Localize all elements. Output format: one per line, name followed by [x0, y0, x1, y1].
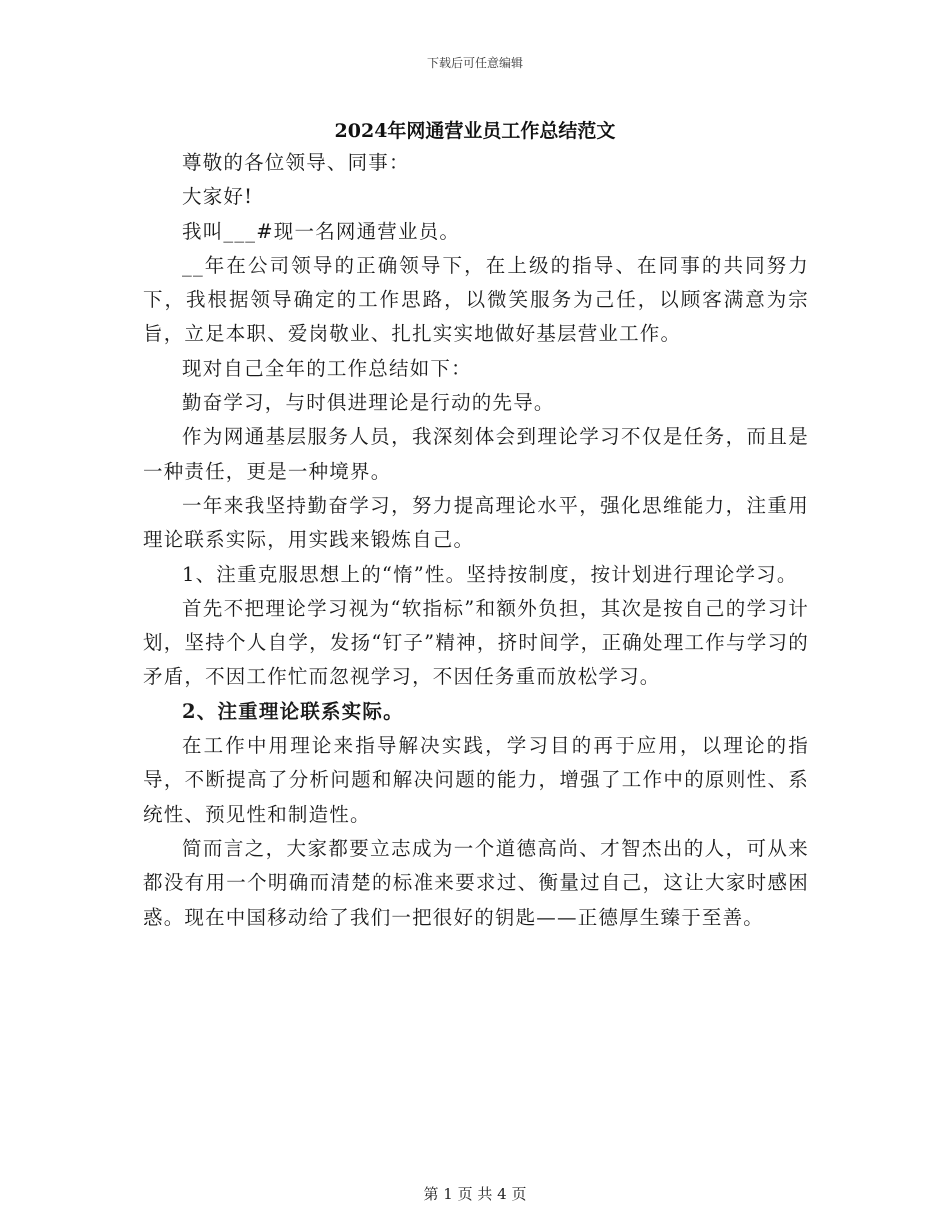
paragraph: 首先不把理论学习视为“软指标”和额外负担，其次是按自己的学习计划，坚持个人自学，发扬“钉子”精神，挤时间学，正确处理工作与学习的矛盾，不因工作忙而忽视学习，不因任务重而放松学习。	[143, 596, 809, 689]
section-heading: 2、注重理论联系实际。	[182, 699, 404, 723]
paragraph: 1、注重克服思想上的“惰”性。坚持按制度，按计划进行理论学习。	[182, 562, 798, 586]
paragraph: 我叫___#现一名网通营业员。	[182, 219, 461, 243]
paragraph: 现对自己全年的工作总结如下：	[182, 356, 472, 380]
header-note: 下载后可任意编辑	[426, 56, 523, 70]
paragraph: 大家好!	[182, 185, 254, 209]
paragraph: 勤奋学习，与时俱进理论是行动的先导。	[182, 391, 555, 415]
paragraph: 一年来我坚持勤奋学习，努力提高理论水平，强化思维能力，注重用理论联系实际，用实践来锻炼自己。	[143, 493, 809, 552]
document-body	[143, 146, 809, 935]
page-footer: 第 1 页 共 4 页	[423, 1185, 527, 1203]
paragraph: 作为网通基层服务人员，我深刻体会到理论学习不仅是任务，而且是一种责任，更是一种境界。	[143, 425, 809, 483]
document-title: 2024年网通营业员工作总结范文	[334, 120, 616, 142]
paragraph: __年在公司领导的正确领导下，在上级的指导、在同事的共同努力下，我根据领导确定的工作思路，以微笑服务为己任，以顾客满意为宗旨，立足本职、爱岗敬业、扎扎实实地做好基层营业工作。	[143, 253, 809, 346]
paragraph: 尊敬的各位领导、同事：	[182, 151, 410, 174]
paragraph: 在工作中用理论来指导解决实践，学习目的再于应用，以理论的指导，不断提高了分析问题和解决问题的能力，增强了工作中的原则性、系统性、预见性和制造性。	[143, 734, 809, 826]
paragraph: 简而言之，大家都要立志成为一个道德高尚、才智杰出的人，可从来都没有用一个明确而清楚的标准来要求过、衡量过自己，这让大家时感困惑。现在中国移动给了我们一把很好的钥匙——正德厚生臻于至善。	[143, 836, 809, 929]
